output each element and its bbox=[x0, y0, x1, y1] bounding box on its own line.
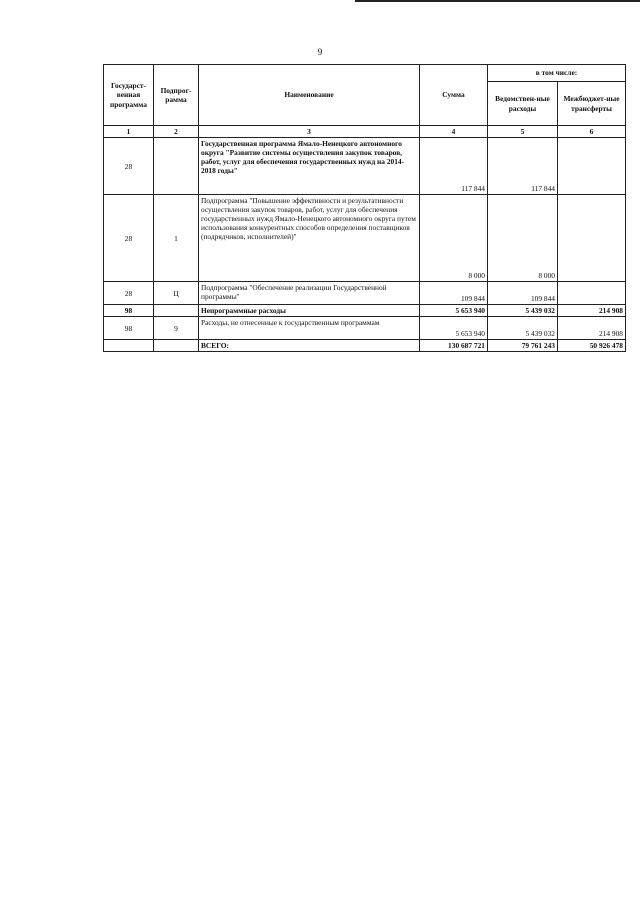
top-rule bbox=[355, 0, 640, 2]
total-label: ВСЕГО: bbox=[199, 340, 420, 352]
header-name: Наименование bbox=[199, 65, 420, 126]
header-transfers: Межбюджет-ные трансферты bbox=[558, 82, 626, 126]
header-row-1 bbox=[104, 65, 626, 82]
col-num-2: 2 bbox=[154, 126, 199, 138]
header-including: в том числе: bbox=[488, 65, 626, 82]
total-row bbox=[104, 340, 626, 352]
row-program: 28 bbox=[104, 195, 154, 282]
budget-table bbox=[103, 64, 626, 352]
table-row bbox=[104, 282, 626, 305]
row-name: Подпрограмма "Обеспечение реализации Государственной программы" bbox=[199, 282, 420, 305]
col-num-6: 6 bbox=[558, 126, 626, 138]
row-sum: 117 844 bbox=[420, 138, 488, 195]
table-row bbox=[104, 305, 626, 317]
row-departmental: 8 000 bbox=[488, 195, 558, 282]
row-program: 98 bbox=[104, 305, 154, 317]
row-subprogram: Ц bbox=[154, 282, 199, 305]
total-departmental: 79 761 243 bbox=[488, 340, 558, 352]
row-program: 28 bbox=[104, 282, 154, 305]
col-num-1: 1 bbox=[104, 126, 154, 138]
row-transfers bbox=[558, 195, 626, 282]
page-number: 9 bbox=[317, 47, 323, 57]
row-name: Непрограммные расходы bbox=[199, 305, 420, 317]
total-sum: 130 687 721 bbox=[420, 340, 488, 352]
row-sum: 5 653 940 bbox=[420, 317, 488, 340]
column-number-row bbox=[104, 126, 626, 138]
header-program: Государст-венная программа bbox=[104, 65, 154, 126]
row-departmental: 117 844 bbox=[488, 138, 558, 195]
row-transfers: 214 908 bbox=[558, 317, 626, 340]
col-num-4: 4 bbox=[420, 126, 488, 138]
row-transfers: 214 908 bbox=[558, 305, 626, 317]
table-row bbox=[104, 195, 626, 282]
row-subprogram bbox=[154, 138, 199, 195]
row-name: Расходы, не отнесенные к государственным программам bbox=[199, 317, 420, 340]
row-name: Государственная программа Ямало-Ненецкого автономного округа "Развитие системы осуществления закупок товаров, работ, услуг для обеспечения государственных нужд на 2014-2018 годы" bbox=[199, 138, 420, 195]
row-subprogram: 9 bbox=[154, 317, 199, 340]
table-row bbox=[104, 138, 626, 195]
row-transfers bbox=[558, 138, 626, 195]
row-subprogram bbox=[154, 305, 199, 317]
row-departmental: 109 844 bbox=[488, 282, 558, 305]
col-num-5: 5 bbox=[488, 126, 558, 138]
row-sum: 8 000 bbox=[420, 195, 488, 282]
col-num-3: 3 bbox=[199, 126, 420, 138]
row-program: 98 bbox=[104, 317, 154, 340]
row-program: 28 bbox=[104, 138, 154, 195]
total-subprogram-cell bbox=[154, 340, 199, 352]
row-subprogram: 1 bbox=[154, 195, 199, 282]
row-name: Подпрограмма "Повышение эффективности и результативности осуществления закупок товаров, работ, услуг для обеспечения государственных нужд Ямало-Ненецкого автономного округа путем использования конкурентных способов определения поставщиков (подрядчиков, исполнителей)" bbox=[199, 195, 420, 282]
row-departmental: 5 439 032 bbox=[488, 305, 558, 317]
row-transfers bbox=[558, 282, 626, 305]
header-subprogram: Подпрог-рамма bbox=[154, 65, 199, 126]
row-departmental: 5 439 032 bbox=[488, 317, 558, 340]
table-row bbox=[104, 317, 626, 340]
total-program-cell bbox=[104, 340, 154, 352]
total-transfers: 50 926 478 bbox=[558, 340, 626, 352]
row-sum: 5 653 940 bbox=[420, 305, 488, 317]
row-sum: 109 844 bbox=[420, 282, 488, 305]
header-departmental: Ведомствен-ные расходы bbox=[488, 82, 558, 126]
header-sum: Сумма bbox=[420, 65, 488, 126]
